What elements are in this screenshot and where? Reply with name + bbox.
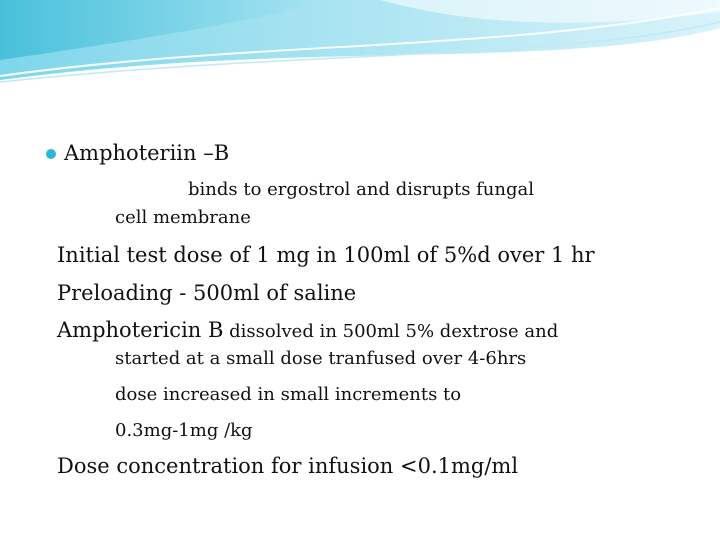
bullet-heading: Amphoteriin –B — [64, 141, 230, 165]
amphotericin-label: Amphotericin B — [57, 318, 224, 342]
dissolved-text: dissolved in 500ml 5% dextrose and — [223, 321, 559, 342]
text-line-increased: dose increased in small increments to — [115, 384, 462, 405]
text-line-binds: binds to ergostrol and disrupts fungal — [188, 179, 535, 200]
text-line-initial-dose: Initial test dose of 1 mg in 100ml of 5%d over 1 hr — [57, 243, 595, 267]
text-line-started: started at a small dose tranfused over 4-6hrs — [115, 348, 527, 369]
text-line-concentration: Dose concentration for infusion <0.1mg/ml — [57, 454, 519, 478]
bullet-dot-icon — [46, 149, 56, 159]
text-line-membrane: cell membrane — [115, 207, 251, 228]
text-line-preloading: Preloading - 500ml of saline — [57, 281, 357, 305]
text-line-range: 0.3mg-1mg /kg — [115, 420, 253, 441]
header-wave-decoration — [0, 0, 720, 90]
text-line-amphotericin — [57, 320, 558, 341]
